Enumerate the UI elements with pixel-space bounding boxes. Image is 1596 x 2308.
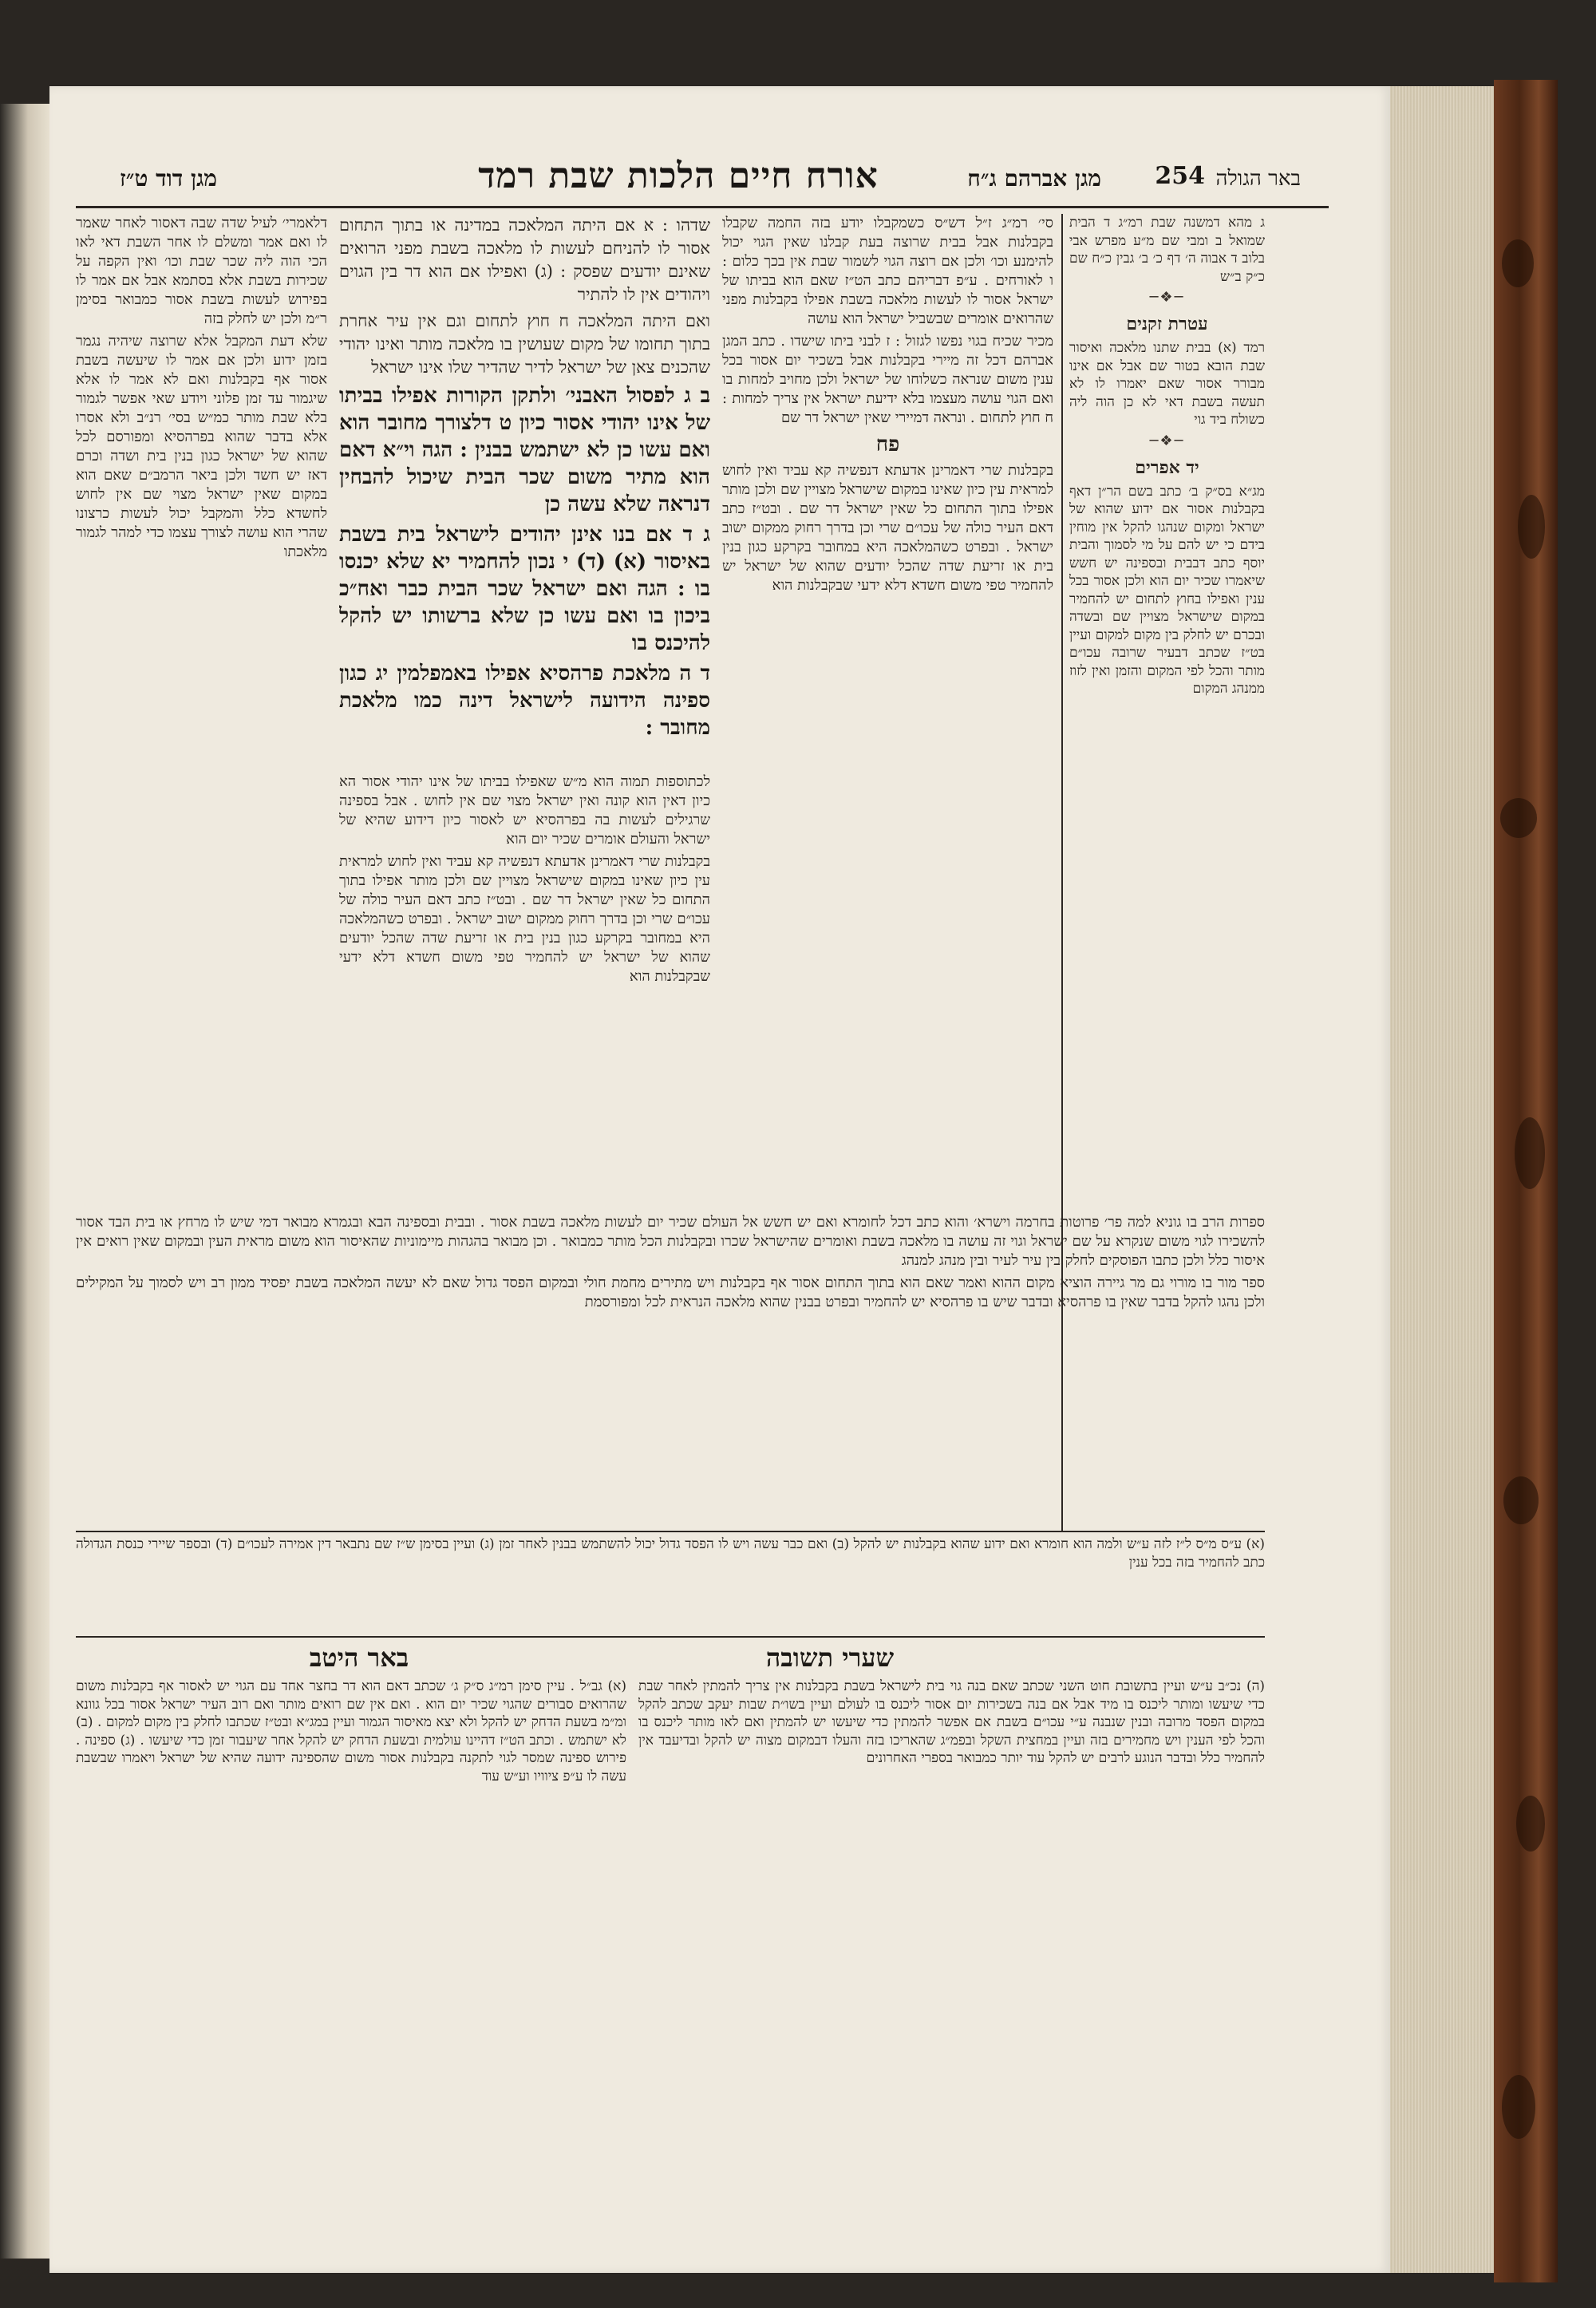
beer-heitev-title: באר היטב bbox=[309, 1642, 409, 1673]
marbled-cover-edge bbox=[1494, 80, 1558, 2282]
wide-commentary-block bbox=[76, 1213, 1265, 1528]
glosses-line bbox=[76, 1535, 1265, 1631]
shaarei-teshuva-text: (ה) נכ״ב ע״ש ועיין בתשובת חוט השני שכתב שאם בנה גוי בית לישראל בשבת בקבלנות אין צריך להמתין לאחר שבת כדי שיעשו ומותר ליכנס בו מיד אבל אם בנה בשכירות יום אסור ליכנס בו לעולם ועיין בשו״ת שבות יעקב שכתב להקל במקום הפסד מרובה ובנין שנבנה ע״י עכו״ם בשבת אם אפשר להמתין כדי שיעשו יש להמתין ואם לאו מותר ליכנס בו והכל לפי הענין ויש מחמירים בזה ועיין במחצית השקל ובפמ״ג שהאריכו בזה והעלו דבמקום מצוה יש להקל ובדיעבד אין להחמיר כלל ובדבר הנוגע לרבים יש להקל עוד יותר כמבואר בספרי האחרונים bbox=[638, 1678, 1265, 1766]
shaarei-teshuva-title: שערי תשובה bbox=[765, 1642, 895, 1673]
glosses-text: (א) ע״ס מ״ס ל״ז לזה ע״ש ולמה הוא חומרא ואם ידוע שהוא בקבלנות יש להקל (ב) ואם כבר עשה ויש לו הפסד גדול יכול להשתמש בבנין לאחר זמן (ג) ועיין בסימן ש״ז שם נתבאר דין אמירה לעכו״ם (ד) ובספר שיירי כנסת הגדולה כתב להחמיר בזה בכל ענין bbox=[76, 1536, 1265, 1571]
margin-ornament: ─❖─ bbox=[1149, 432, 1185, 449]
magen-david-head: מגן דוד ט״ז bbox=[120, 165, 217, 192]
previous-page-edge bbox=[0, 104, 51, 2259]
magen-avraham-head: מגן אברהם ג״ח bbox=[967, 165, 1101, 192]
margin-notes-top: ג מהא דמשנה שבת רמ״ג ד הבית שמואל ב ומבי שם מ״ע מפרש אבי בלוב ד אבוה ה׳ דף כ׳ ב׳ גבין כ״ח שם כ״ק ב״ש bbox=[1069, 215, 1265, 285]
margin-ornament: ─❖─ bbox=[1149, 289, 1185, 306]
commentary-paragraph: מכיר שכיח בגוי נפשו לגזול : ז לבני ביתו שישדו . כתב המגן אברהם דכל זה מיירי בקבלנות אבל בשכיר יום אסור בכל ענין משום שנראה כשלוחו של ישראל ולכן מחויב למחות בו ואם הגוי עושה מעצמו בלא ידיעת ישראל אין צריך למחות : ח חוץ לתחום . ונראה דמיירי שאין ישראל דר שם bbox=[722, 333, 1053, 426]
notes-rule bbox=[76, 1531, 1265, 1532]
section-marker: פח bbox=[875, 433, 900, 456]
atteret-zekenim-text: רמד (א) בבית שתנו מלאכה ואיסור שבת הובא בטור שם אבל אם אינו מבורר אסור שאם יאמרו לו לא תעשה בשבת דאי לא כן הוה ליה כשולח ביד גוי bbox=[1069, 340, 1265, 428]
running-head bbox=[120, 156, 1301, 204]
commentary-paragraph: לכתוספות תמוה הוא מ״ש שאפילו בביתו של אינו יהודי אסור הא כיון דאין הוא קונה ואין ישראל מצוי שם אין לחוש . אבל בספינה שרגילים לעשות בה בפרהסיא יש לאסור כיון דידוע שהיא של ישראל והעולם אומרים שכיר יום הוא bbox=[339, 773, 710, 848]
seif-b: ב ג לפסול האבני׳ ולתקן הקורות אפילו בביתו של אינו יהודי אסור כיון ט דלצורך מחובר הוא ואם עשו כן לא ישתמש בבנין : הגה וי״א דאם הוא מתיר משום שכר הבית שיכול להבחין דנראה שלא עשה כן bbox=[339, 384, 710, 516]
main-text-column bbox=[339, 214, 710, 773]
commentary-paragraph: בקבלנות שרי דאמרינן אדעתא דנפשיה קא עביד ואין לחוש למראית עין כיון שאינו במקום שישראל מצויין שם ולכן מותר אפילו בתוך התחום כל שאין ישראל דר שם . ובט״ז כתב דאם העיר כולה של עכו״ם שרי וכן בדרך רחוק ממקום ישוב ישראל . ובפרט כשהמלאכה היא במחובר בקרקע כגון בנין בית או זריעת שדה שהכל יודעים שהוא של ישראל יש להחמיר טפי משום חשדא דלא ידעי שבקבלנות הוא bbox=[339, 853, 710, 985]
seif-d: ד ה מלאכת פרהסיא אפילו באמפלמין יג כגון ספינה הידועה לישראל דינה כמו מלאכת מחובר : bbox=[339, 662, 710, 740]
page-stack-edge bbox=[1390, 86, 1494, 2273]
head-rule bbox=[76, 206, 1329, 208]
bottom-rule bbox=[76, 1636, 1265, 1638]
commentary-paragraph: סי׳ רמ״ג ז״ל דש״ס כשמקבלו יודע בזה החמה שקבלו בקבלנות אבל בבית שרוצה בעת קבלנו שאין הגוי יכול להימנע וכו׳ ולכן אם רוצה הגוי לשמור שבת אין בכך כלום : ו לאורחים . ע״פ דבריהם כתב הט״ז שאם הוא בביתו של ישראל אסור לו לעשות מלאכה בשבת אפילו בקבלנות מפני שהרואים אומרים שבשביל ישראל הוא עושה bbox=[722, 215, 1053, 327]
main-text-paragraph: ואם היתה המלאכה ח חוץ לתחום וגם אין עיר אחרת בתוך תחומו של מקום שעושין בו מלאכה מותר ואינו יהודי שהכנים צאן של ישראל לדיר שהדיר שלו אינו ישראל bbox=[339, 311, 710, 377]
commentary-paragraph: בקבלנות שרי דאמרינן אדעתא דנפשיה קא עביד ואין לחוש למראית עין כיון שאינו במקום שישראל מצויין שם ולכן מותר אפילו בתוך התחום כל שאין ישראל דר שם . ובט״ז כתב דאם העיר כולה של עכו״ם שרי וכן בדרך רחוק ממקום ישוב ישראל . ובפרט כשהמלאכה היא במחובר בקרקע כגון בנין בית או זריעת שדה שהכל יודעים שהוא של ישראל יש להחמיר טפי משום חשדא דלא ידעי שבקבלנות הוא bbox=[722, 462, 1053, 594]
commentary-paragraph: שלא דעת המקבל אלא שרוצה שיהיה נגמר בזמן ידוע ולכן אם אמר לו שיעשה בשבת אסור אף בקבלנות ואם לא אמר לו אלא שיגמור עד זמן פלוני ויודע שאי אפשר לגמור בלא שבת מותר כמ״ש בסי׳ רנ״ב ולא אסרו אלא בדבר שהוא בפרהסיא ומפורסם לכל שהוא של ישראל כגון בנין בית ושדה וכרם דאז יש חשד ולכן ביאר הרמב״ם שאם הוא במקום שאין ישראל מצוי שם אין לחוש לחשדא כלל והמקבל יכול לעשות כרצונו שהרי הוא עושה לצורך עצמו כדי למהר לגמור מלאכתו bbox=[76, 333, 327, 560]
beer-heitev-text: (א) גב״ל . עיין סימן רמ״ג ס״ק ג׳ שכתב דאם הוא דר בחצר אחד עם הגוי יש לאסור אף בקבלנות משום שהרואים סבורים שהגוי שכיר יום הוא . ואם אין שם רואים מותר ואם רוב העיר ישראל אסור בכל גוונא ומ״מ בשעת הדחק יש להקל ולא יצא מאיסור הגמור ועיין במג״א ובט״ז שכתבו לחלק בין מקום למקום . (ב) לא ישתמש . וכתב הט״ז דהיינו עולמית ובשעת הדחק יש להקל אחר שיעבור זמן כדי שיעשו . (ג) ספינה . פירוש ספינה שמסר לגוי לתקנה בקבלנות אסור משום שהספינה ידועה שהיא של ישראל ויאמרו שבשבת עשה לו ע״פ ציוויו וע״ש עוד bbox=[76, 1678, 626, 1784]
seif-g: ג ד אם בנו אינן יהודים לישראל בית בשבת באיסור (א) (ד) י נכון להחמיר יא שלא יכנסו בו : הגה ואם ישראל שכר הבית כבר ואח״כ ביכון בו ואם עשו כן שלא ברשותו יש להקל להיכנס בו bbox=[339, 523, 710, 655]
margin-title: באר הגולה bbox=[1215, 167, 1301, 191]
yad-ephraim-text: מג״א בס״ק ב׳ כתב בשם הר״ן דאף בקבלנות אסור אם ידוע שהוא של ישראל ומקום שנהגו להקל אין מוחין בידם כי יש להם על מי לסמוך והבית יוסף כתב דבבית ובספינה יש חשש שיאמרו שכיר יום הוא ולכן אסור בכל ענין ואפילו בחוץ לתחום יש להחמיר במקום שישראל מצויין שם ובשדה ובכרם יש לחלק בין מקום למקום ועיין בט״ז שכתב דבעיר שרובה עכו״ם מותר והכל לפי המקום והזמן ואין לזוז ממנהג המקום bbox=[1069, 483, 1265, 697]
atteret-zekenim-title: עטרת זקנים bbox=[1126, 314, 1208, 334]
commentary-paragraph: ספרות הרב בו גוניא למה פר׳ פרוטות בחרמה וישרא׳ והוא כתב דכל לחומרא ואם יש חשש אל העולם שכיר יום לעשות מלאכה בשבת אסור . ובבית ובספינה הבא ובגמרא מבואר דמי שיש לו מרחץ או בית הבד אסור להשכירו לגוי משום שנקרא על שם ישראל וגוי זה עושה בו מלאכה בשבת ואומרים שהישראל שכרו ובקבלנות הכל מותר כמבואר . וכן מבואר בהגהות מיימוניות שהאיסור הוא משום מראית העין ובמקום שאין רואים אין איסור כלל ולכן כתבו הפוסקים לחלק בין עיר לעיר ובין מנהג למנהג bbox=[76, 1214, 1265, 1269]
commentary-paragraph: דלאמרי׳ לעיל שדה שבה דאסור לאחר שאמר לו ואם אמר ומשלם לו אחר השבת דאי לאו הכי הוה ליה שכר שבת וכו׳ ואין הקפה על שכירות בשבת אלא בסתמא אבל אם אמר לו בפירוש לעשות בשבת אסור כמבואר בסימן ר״מ ולכן יש לחלק בזה bbox=[76, 215, 327, 327]
shaarei-teshuva-column bbox=[638, 1678, 1265, 2172]
yad-ephraim-title: יד אפרים bbox=[1135, 456, 1199, 478]
main-text-paragraph: שדהו : א אם היתה המלאכה במדינה או בתוך התחום אסור לו להניחם לעשות לו מלאכה בשבת מפני הרואים שאינם יודעים שפסק : (ג) ואפילו אם הוא דר בין הגוים ויהודים אין לו להתיר bbox=[339, 215, 710, 304]
page-title: אורח חיים הלכות שבת רמד bbox=[478, 156, 879, 196]
commentary-paragraph: ספר מור בו מורוי גם מר גיירה הוציא מקום ההוא ואמר שאם הוא בתוך התחום אסור אף בקבלנות ויש מתירים מחמת חולי ובמקום הפסד גדול שאם לא יעשה המלאכה בשבת יפסיד ממון רב ויש לסמוך על המקילים ולכן נהגו להקל בדבר שאין בו פרהסיא ובדבר שיש בו פרהסיא יש להחמיר ובפרט בבנין שהוא מלאכה הנראית לכל ומפורסמת bbox=[76, 1275, 1265, 1310]
beer-heitev-column bbox=[76, 1678, 626, 2172]
page-number: 254 bbox=[1155, 162, 1205, 190]
